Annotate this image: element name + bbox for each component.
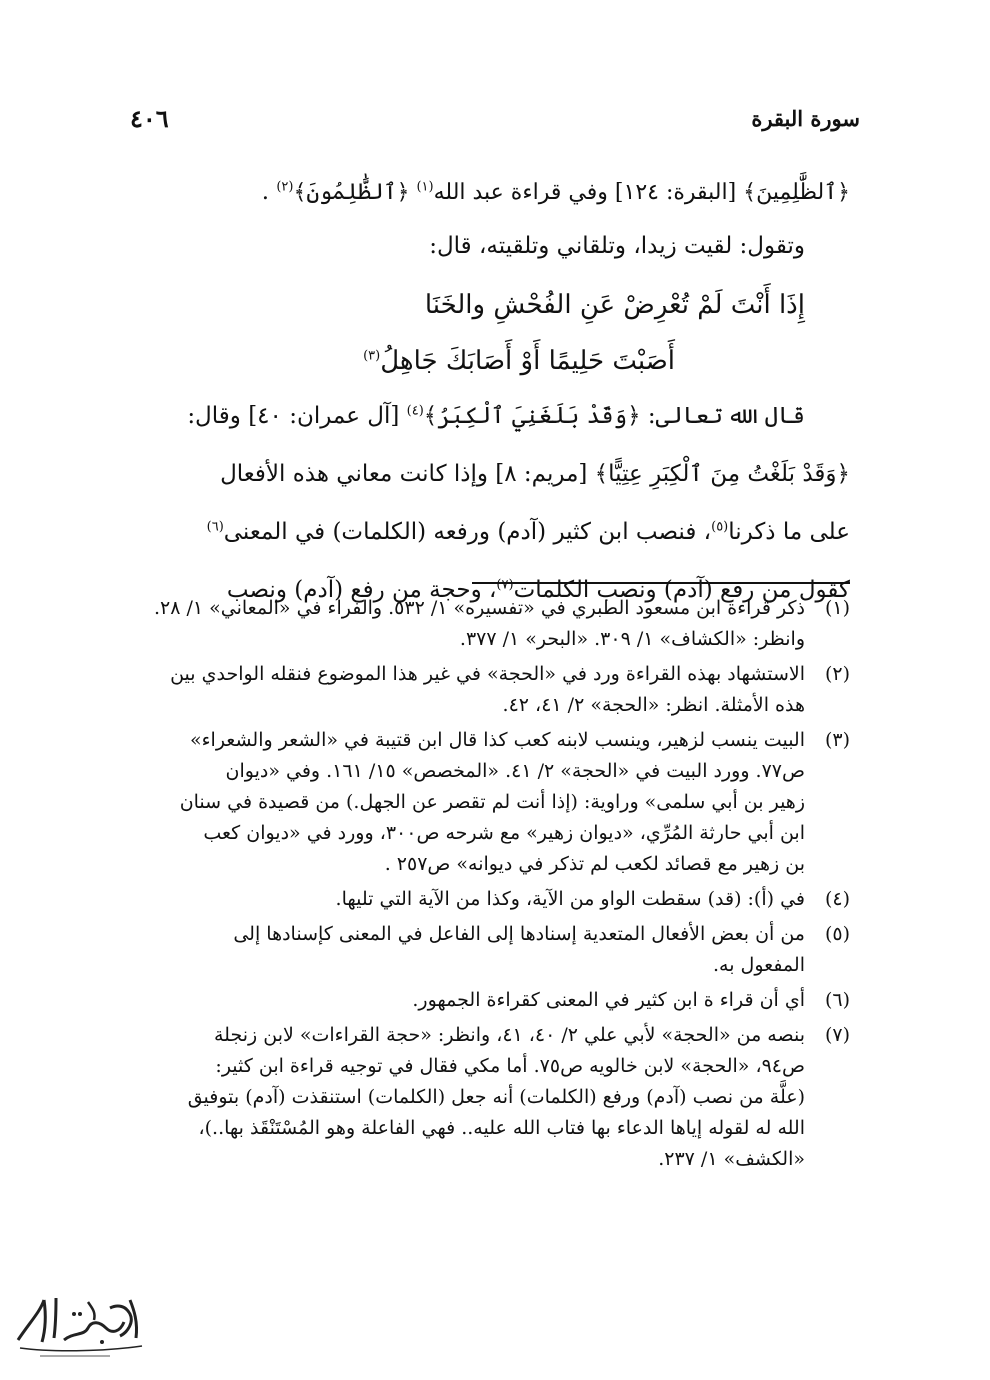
text-segment: ، فنصب ابن كثير (آدم) ورفعه (الكلمات) في المعنى xyxy=(223,519,712,545)
page-number: ٤٠٦ xyxy=(130,103,169,133)
footnote-number: (٤) xyxy=(824,888,850,910)
footnote-number: (٧) xyxy=(824,1024,850,1046)
footnote-ref: (٣) xyxy=(363,348,381,364)
text-segment: ﴿ٱلظَّٰلِمِينَ﴾ [البقرة: ١٢٤] وفي قراءة عبد الله xyxy=(433,180,850,205)
footnote-ref: (٤) xyxy=(406,403,424,419)
footnote-number: (٥) xyxy=(824,923,850,945)
footnote-line: بنصه من «الحجة» لأبي علي ٢/ ٤٠، ٤١، وانظر: «حجة القراءات» لابن زنجلة xyxy=(214,1024,805,1046)
text-segment: قال الله تعالى: ﴿وَقَدْ بَلَغَنِيَ ٱلْكِبَرُ﴾ xyxy=(423,403,805,429)
footnote-line: من أن بعض الأفعال المتعدية إسنادها إلى الفاعل في المعنى كإسنادها إلى xyxy=(233,923,805,945)
footnote xyxy=(135,725,850,880)
text-segment: . xyxy=(261,179,277,205)
main-line-1 xyxy=(135,170,850,224)
footnote-line: أي أن قراء ة ابن كثير في المعنى كقراءة الجمهور. xyxy=(412,989,805,1011)
footnote xyxy=(135,659,850,721)
footnote xyxy=(135,884,850,915)
footnote-body xyxy=(135,1020,805,1175)
main-line-5 xyxy=(135,394,850,452)
main-line-6: ﴿وَقَدْ بَلَغْتُ مِنَ ٱلْكِبَرِ عِتِيًّا﴾ [مريم: ٨] وإذا كانت معاني هذه الأفعال xyxy=(220,461,850,487)
footnote-number: (١) xyxy=(824,597,850,619)
footnote-line: الله له لقوله إياها الدعاء بها فتاب الله عليه.. فهي الفاعلة وهو المُسْتَنْقَذ بها..)، xyxy=(198,1117,805,1139)
footnote-ref: (٥) xyxy=(711,519,729,535)
footnote-line: في (أ): (قد) سقطت الواو من الآية، وكذا من الآية التي تليها. xyxy=(335,888,805,910)
main-line-7 xyxy=(135,510,850,568)
poetry-line-1: إِذَا أَنْتَ لَمْ تُعْرِضْ عَنِ الفُحْشِ والخَنَا xyxy=(424,290,805,320)
footnote-body xyxy=(135,919,805,981)
footnote-ref: (٦) xyxy=(206,519,224,535)
main-line-2: وتقول: لقيت زيدا، وتلقاني وتلقيته، قال: xyxy=(429,233,805,259)
footnote-line: (علَّة من نصب (آدم) ورفع (الكلمات) أنه جعل (الكلمات) استنقذت (آدم) بتوفيق xyxy=(187,1086,805,1108)
surah-title: سورة البقرة xyxy=(751,105,860,131)
running-head xyxy=(130,98,860,138)
footnote-ref: (٢) xyxy=(276,179,294,195)
footnote-line: ابن أبي حارثة المُرِّي، «ديوان زهير» مع شرحه ص٣٠٠، وورد في «ديوان كعب xyxy=(203,822,805,844)
poetry-line-2 xyxy=(135,338,850,394)
text-segment: ﴿ٱلظَّٰلِمُونَ﴾ xyxy=(293,180,417,205)
text-segment: كقول من رفع (آدم) ونصب الكلمات xyxy=(513,577,850,603)
footnote-body xyxy=(135,593,805,655)
footnote-body xyxy=(135,725,805,880)
footnote xyxy=(135,1020,850,1175)
footnote-line: بن زهير مع قصائد لكعب لم تذكر في ديوانه» ص٢٥٧ . xyxy=(384,853,805,875)
footnote-line: الاستشهاد بهذه القراءة ورد في «الحجة» في غير هذا الموضوع فنقله الواحدي بين xyxy=(170,663,805,685)
footnote-body xyxy=(135,884,805,915)
footnote-line: ص٧٧. وورد البيت في «الحجة» ٢/ ٤١. «المخصص» ١٥/ ١٦١. وفي «ديوان xyxy=(225,760,805,782)
footnote xyxy=(135,985,850,1016)
footnote-ref: (٧) xyxy=(496,577,514,593)
footnote-body xyxy=(135,659,805,721)
footnote-line: هذه الأمثلة. انظر: «الحجة» ٢/ ٤١، ٤٢. xyxy=(502,694,805,716)
text-segment: ، وحجة من رفع (آدم) ونصب xyxy=(226,577,497,603)
text-segment: [آل عمران: ٤٠] وقال: xyxy=(187,403,407,429)
footnotes xyxy=(135,593,850,1175)
footnote-ref: (١) xyxy=(416,179,434,195)
footnote-line: وانظر: «الكشاف» ١/ ٣٠٩. «البحر» ١/ ٣٧٧. xyxy=(459,628,805,650)
text-segment: أَصَبْتَ حَلِيمًا أَوْ أَصَابَكَ جَاهِلُ xyxy=(380,346,675,376)
stamp-calligraphy-icon xyxy=(10,1292,150,1362)
footnote-number: (٣) xyxy=(824,729,850,751)
footnote-number: (٢) xyxy=(824,663,850,685)
footnote-separator xyxy=(472,582,850,584)
footnote-number: (٦) xyxy=(824,989,850,1011)
footnote xyxy=(135,593,850,655)
footnote-line: المفعول به. xyxy=(712,954,805,976)
footnote-line: البيت ينسب لزهير، وينسب لابنه كعب كذا قال ابن قتيبة في «الشعر والشعراء» xyxy=(189,729,805,751)
footnote-line: ذكر قراءة ابن مسعود الطبري في «تفسيره» ١/ ٥٣٢. والفراء في «المعاني» ١/ ٢٨. xyxy=(153,597,805,619)
footnote xyxy=(135,919,850,981)
footnote-body xyxy=(135,985,805,1016)
footnote-line: زهير بن أبي سلمى» وراوية: (إذا أنت لم تقصر عن الجهل.) من قصيدة في سنان xyxy=(179,791,805,813)
main-text xyxy=(135,170,850,626)
footnote-line: «الكشف» ١/ ٢٣٧. xyxy=(658,1148,805,1170)
library-stamp xyxy=(10,1292,150,1362)
text-segment: على ما ذكرنا xyxy=(728,519,850,545)
footnote-line: ص٩٤، «الحجة» لابن خالويه ص٧٥. أما مكي فقال في توجيه قراءة ابن كثير: xyxy=(215,1055,805,1077)
